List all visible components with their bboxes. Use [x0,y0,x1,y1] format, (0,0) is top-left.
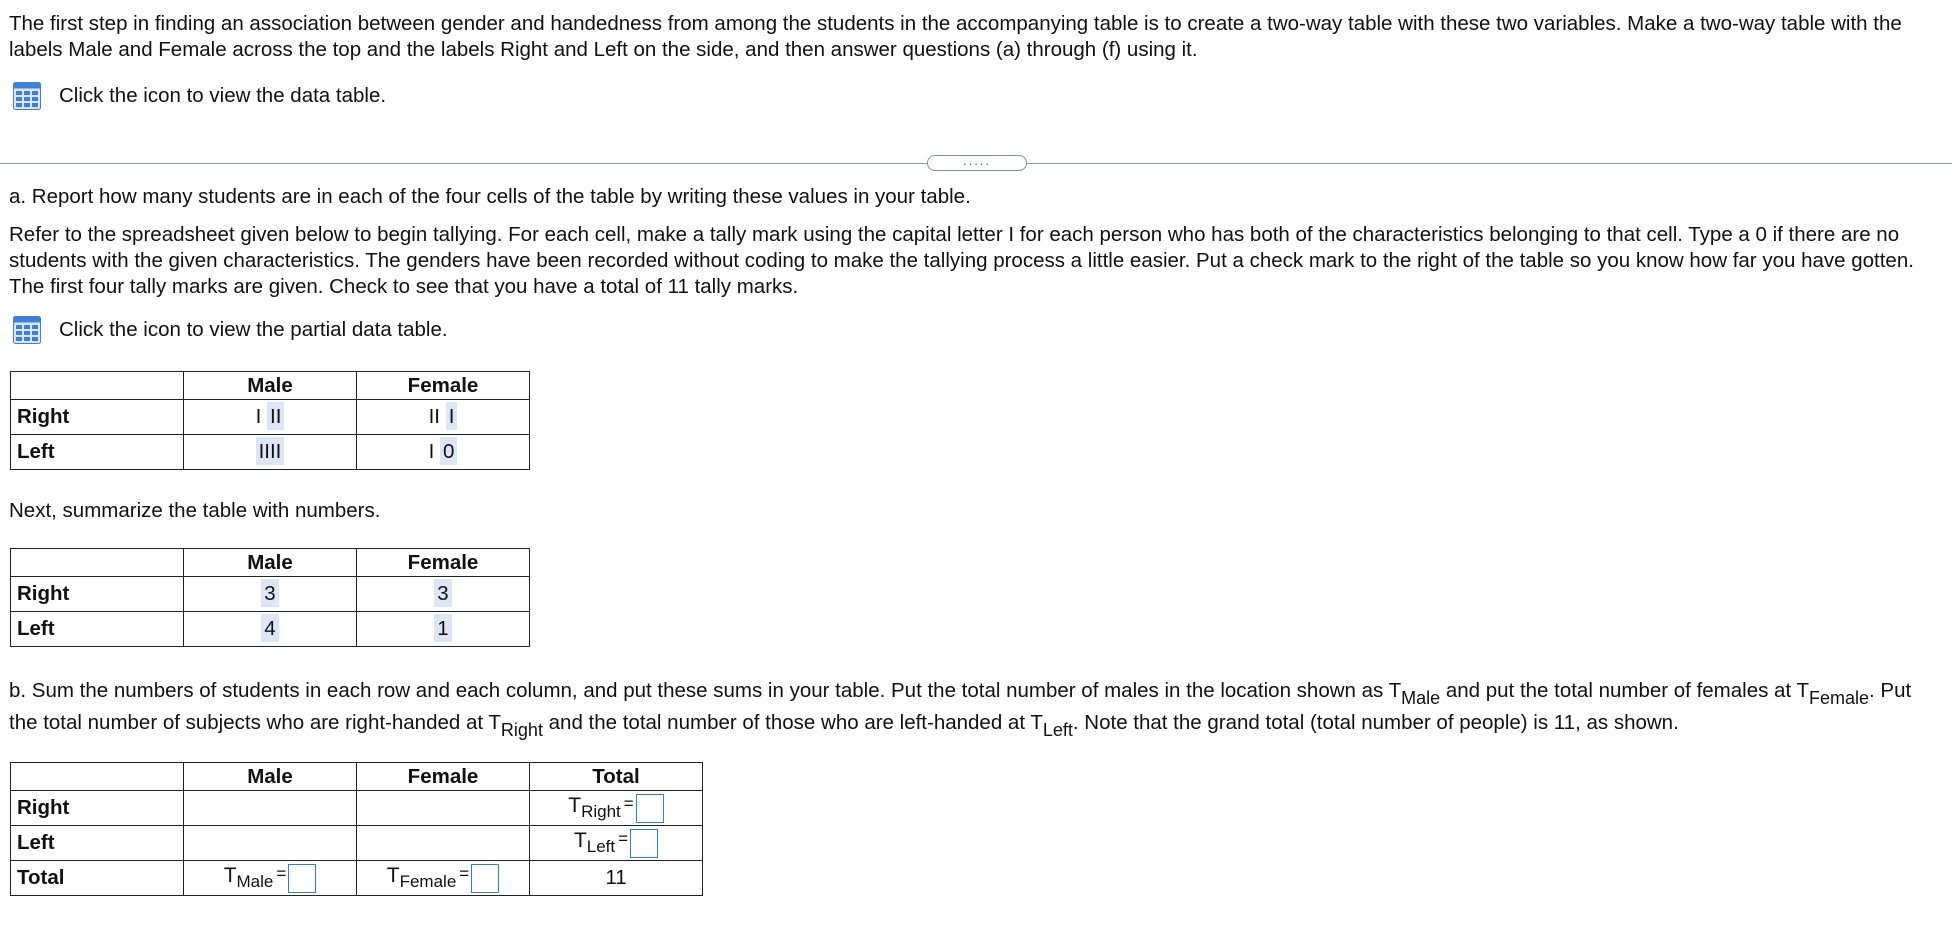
data-table-link-label[interactable]: Click the icon to view the data table. [59,84,387,107]
totals-table [10,762,703,896]
tally-cell-left-female [357,435,530,470]
number-table [10,548,530,647]
header-female: Female [357,549,530,577]
header-female: Female [357,372,530,400]
corner-cell [11,763,184,791]
part-b-seg: b. Sum the numbers of students in each row and each column, and put these sums in your table. Put the total number of males in the location shown as T [9,679,1402,702]
equals-sign: = [618,829,629,848]
empty-cell [184,791,357,826]
grand-total-cell: 11 [530,861,703,896]
table-header-row [11,372,530,400]
header-total: Total [530,763,703,791]
part-b-seg: and the total number of those who are left-handed at T [542,711,1043,734]
part-a-instructions: Refer to the spreadsheet given below to begin tallying. For each cell, make a tally mark using the capital letter I for each person who has both of the characteristics belonging to that cell. Type a 0 if there are no students with the given characteristics. The genders have been recorded without coding to make the tallying process a little easier. Put a check mark to the right of the table so you know how far you have gotten. The first four tally marks are given. Check to see that you have a total of 11 tally marks. [9,223,1914,298]
count-cell-left-male [184,612,357,647]
table-row [11,577,530,612]
t-letter: T [573,829,587,852]
tally-entry-right-male[interactable]: II [267,402,284,430]
part-b-sub: Male [1401,688,1441,708]
table-row [11,400,530,435]
part-a-question: a. Report how many students are in each of the four cells of the table by writing these values in your table. [9,185,971,208]
part-b-seg: . Put the total number of subjects who are right-handed at T [9,679,1912,734]
table-grid-icon[interactable] [13,316,41,344]
t-male-cell [184,861,357,896]
t-letter: T [223,864,237,887]
header-male: Male [184,549,357,577]
count-cell-right-female [357,577,530,612]
part-b-seg: . Note that the grand total (total number of people) is 11, as shown. [1072,711,1679,734]
t-subscript: Right [581,802,621,821]
t-right-label [568,794,621,821]
t-male-input[interactable] [288,864,316,893]
tally-cell-right-female [357,400,530,435]
count-entry[interactable]: 4 [261,614,278,642]
count-entry[interactable]: 1 [434,614,451,642]
count-cell-left-female [357,612,530,647]
empty-cell [357,826,530,861]
table-grid-icon[interactable] [13,82,41,110]
header-male: Male [184,372,357,400]
table-row [11,612,530,647]
tally-cell-right-male [184,400,357,435]
equals-sign: = [623,794,634,813]
t-female-label [386,864,457,891]
row-label-right: Right [11,791,184,826]
row-label-right: Right [11,400,184,435]
t-male-label [223,864,274,891]
row-label-left: Left [11,826,184,861]
part-b-sub: Female [1809,688,1870,708]
count-entry[interactable]: 3 [261,579,278,607]
row-label-left: Left [11,435,184,470]
equals-sign: = [276,864,287,883]
tally-given: II [428,405,440,428]
data-table-link[interactable] [13,82,386,110]
t-subscript: Female [399,872,457,891]
table-row [11,861,703,896]
t-left-input[interactable] [630,829,658,858]
row-label-right: Right [11,577,184,612]
table-row [11,826,703,861]
table-header-row [11,549,530,577]
part-b-sub: Right [500,720,543,740]
divider-handle[interactable]: ..... [927,155,1027,171]
empty-cell [357,791,530,826]
count-entry[interactable]: 3 [434,579,451,607]
partial-data-table-link[interactable] [13,316,448,344]
t-right-cell [530,791,703,826]
tally-given: I [255,405,262,428]
tally-entry-right-female[interactable]: I [446,402,458,430]
tally-cell-left-male [184,435,357,470]
partial-data-table-link-label[interactable]: Click the icon to view the partial data table. [59,318,448,341]
part-b-sub: Left [1042,720,1073,740]
count-cell-right-male [184,577,357,612]
equals-sign: = [459,864,470,883]
t-left-cell [530,826,703,861]
tally-table [10,371,530,470]
t-left-label [573,829,616,856]
header-male: Male [184,763,357,791]
table-row [11,435,530,470]
corner-cell [11,372,184,400]
row-label-left: Left [11,612,184,647]
intro-text: The first step in finding an association between gender and handedness from among the students in the accompanying table is to create a two-way table with these two variables. Make a two-way table with the labels Male and Female across the top and the labels Right and Left on the side, and then answer questions (a) through (f) using it. [9,12,1902,61]
t-subscript: Male [236,872,274,891]
t-letter: T [568,794,582,817]
summary-prompt: Next, summarize the table with numbers. [9,499,381,522]
table-row [11,791,703,826]
t-subscript: Left [586,837,616,856]
t-female-cell [357,861,530,896]
table-header-row [11,763,703,791]
part-b-text [9,675,1944,739]
t-letter: T [386,864,400,887]
part-b-seg: and put the total number of females at T [1440,679,1809,702]
tally-entry-left-male[interactable]: IIII [256,437,285,465]
row-label-total: Total [11,861,184,896]
corner-cell [11,549,184,577]
t-female-input[interactable] [471,864,499,893]
header-female: Female [357,763,530,791]
tally-given: I [428,440,435,463]
empty-cell [184,826,357,861]
t-right-input[interactable] [636,794,664,823]
tally-entry-left-female[interactable]: 0 [440,437,457,465]
